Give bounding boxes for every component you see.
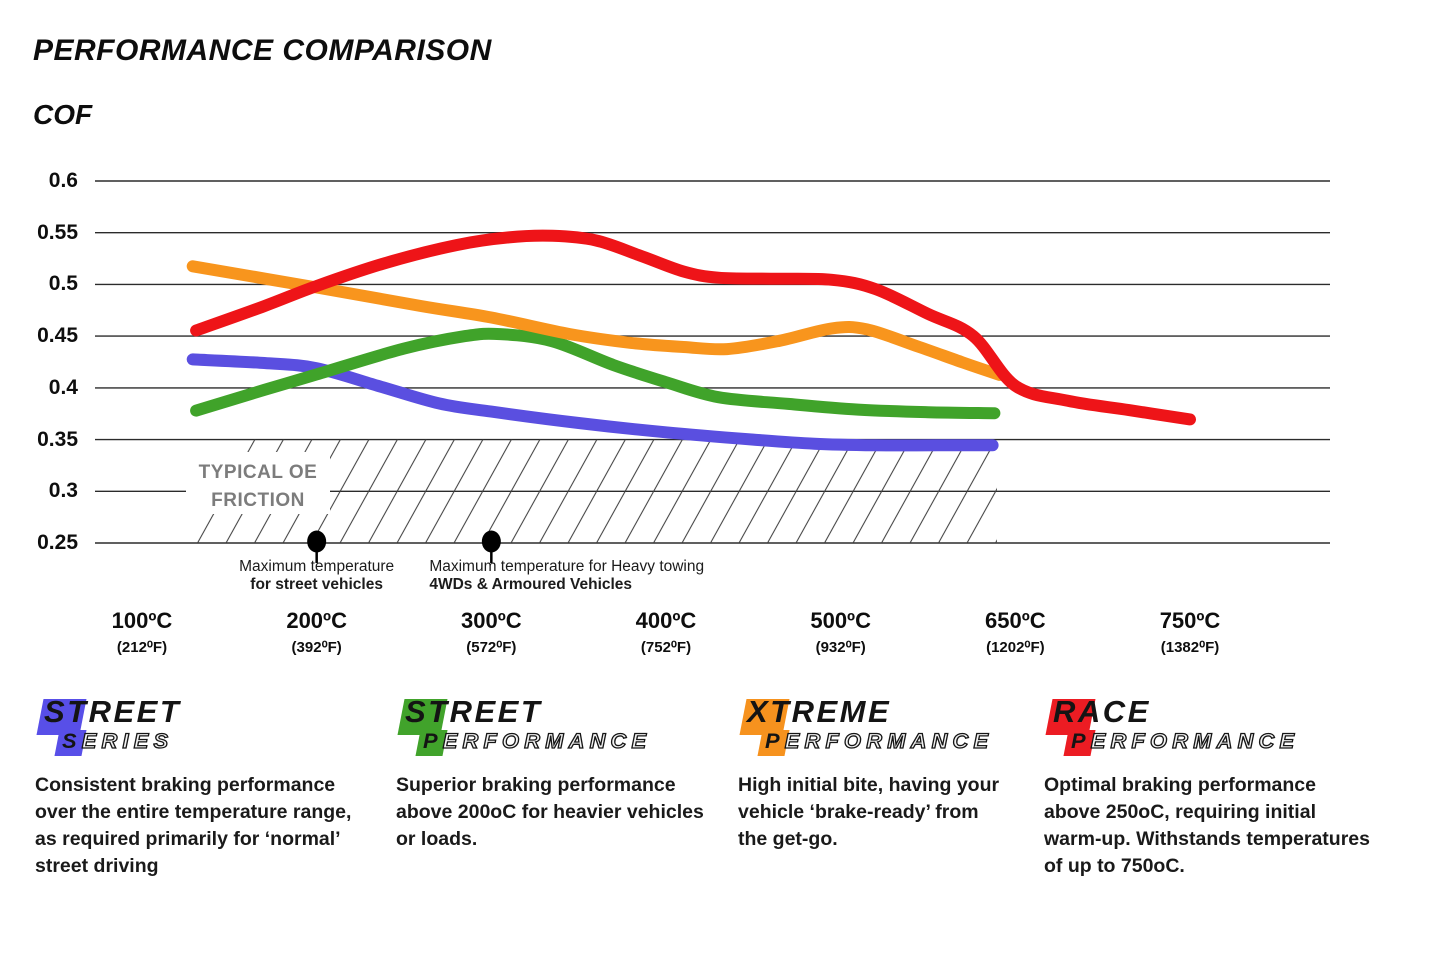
logo-word-secondary: PERFORMANCE bbox=[1071, 730, 1300, 753]
brand-logo-xtreme-performance bbox=[738, 694, 1068, 763]
logo-word-primary: STREET bbox=[405, 694, 543, 729]
y-tick-label: 0.6 bbox=[48, 168, 78, 192]
x-tick-sublabel: (1382⁰F) bbox=[1160, 639, 1220, 656]
logo-word-primary: XTREME bbox=[747, 694, 892, 729]
x-tick-sublabel: (932⁰F) bbox=[815, 639, 866, 656]
annotation-heavy-towing: Maximum temperature for Heavy towing 4WDs & Armoured Vehicles bbox=[429, 558, 705, 593]
legend-description: Superior braking performance above 200oC for heavier vehicles or loads. bbox=[396, 774, 704, 850]
logo-word-secondary: PERFORMANCE bbox=[423, 730, 652, 753]
y-tick-label: 0.35 bbox=[37, 427, 78, 451]
y-tick-label: 0.5 bbox=[48, 272, 78, 296]
x-tick-label: 500ºC bbox=[810, 608, 871, 633]
logo-word-primary: STREET bbox=[44, 694, 182, 729]
logo-word-secondary: PERFORMANCE bbox=[765, 730, 994, 753]
x-tick-label: 650ºC bbox=[985, 608, 1046, 633]
logo-word-primary: RACE bbox=[1053, 694, 1151, 729]
legend-description: Optimal braking performance above 250oC, requiring initial warm-up. Withstands temperatures of up to 750oC. bbox=[1044, 774, 1370, 877]
x-tick-label: 750ºC bbox=[1159, 608, 1221, 633]
series-curve-street-performance bbox=[196, 334, 994, 414]
x-tick-sublabel: (212⁰F) bbox=[116, 639, 168, 656]
oe-friction-label: TYPICAL OE FRICTION bbox=[198, 462, 318, 511]
brand-logo-street-performance bbox=[396, 694, 726, 763]
page-title: PERFORMANCE COMPARISON bbox=[33, 34, 492, 67]
x-tick-sublabel: (572⁰F) bbox=[466, 639, 517, 656]
x-tick-label: 200ºC bbox=[286, 608, 347, 633]
x-tick-label: 400ºC bbox=[635, 608, 697, 633]
legend-description: Consistent braking performance over the entire temperature range, as required primarily for ‘normal’ street driving bbox=[35, 774, 352, 877]
y-tick-label: 0.45 bbox=[37, 324, 78, 348]
legend-item-race-performance bbox=[1044, 694, 1374, 877]
y-tick-label: 0.3 bbox=[48, 479, 78, 503]
x-tick-sublabel: (392⁰F) bbox=[291, 639, 342, 656]
cof-axis-label: COF bbox=[33, 99, 93, 130]
max-temp-marker bbox=[482, 531, 501, 553]
brand-logo-race-performance bbox=[1044, 694, 1374, 763]
x-tick-label: 100ºC bbox=[111, 608, 173, 633]
annotation-street-vehicles: Maximum temperature for street vehicles bbox=[239, 558, 395, 593]
legend-description: High initial bite, having your vehicle ‘brake-ready’ from the get-go. bbox=[738, 774, 1000, 850]
x-tick-label: 300ºC bbox=[461, 608, 522, 633]
series-curves bbox=[193, 236, 1190, 446]
max-temp-marker bbox=[307, 531, 326, 553]
y-tick-label: 0.55 bbox=[37, 220, 78, 244]
logo-word-secondary: SERIES bbox=[62, 730, 174, 753]
brand-logo-street-series bbox=[35, 694, 365, 763]
y-tick-label: 0.25 bbox=[37, 531, 78, 554]
x-tick-sublabel: (1202⁰F) bbox=[986, 639, 1045, 656]
legend-item-street-performance bbox=[396, 694, 726, 850]
x-tick-sublabel: (752⁰F) bbox=[640, 639, 692, 656]
legend-item-xtreme-performance bbox=[738, 694, 1068, 850]
y-tick-label: 0.4 bbox=[48, 375, 78, 399]
legend-item-street-series bbox=[35, 694, 365, 877]
